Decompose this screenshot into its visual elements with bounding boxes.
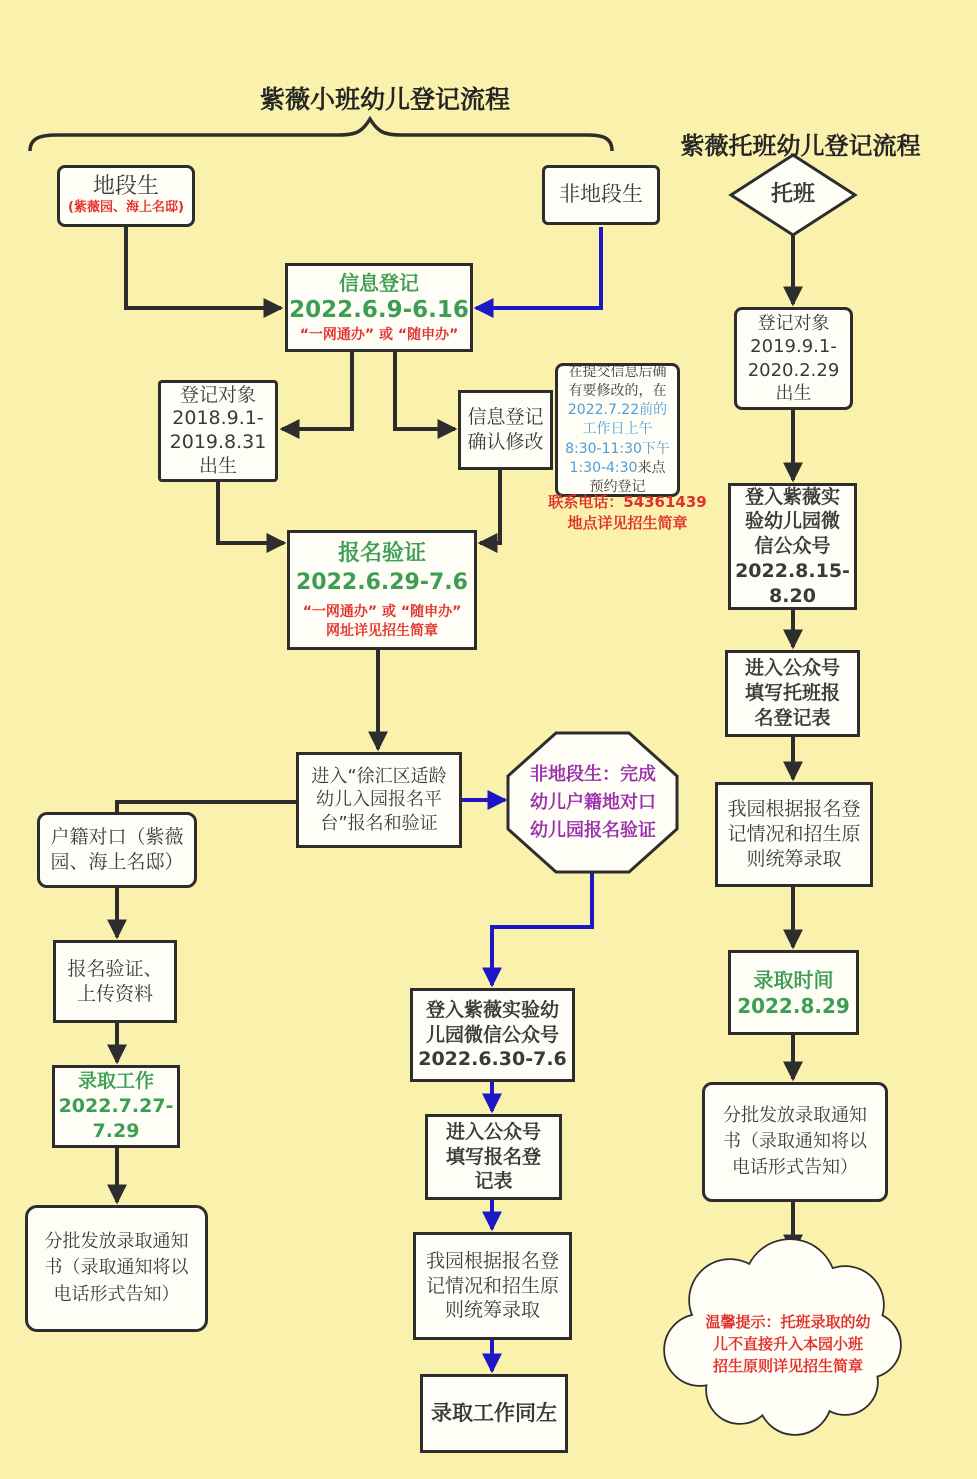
reg-target-line2: 2018.9.1- — [172, 407, 264, 430]
nursery-reg-line4: 出生 — [775, 382, 812, 404]
note-line4: 工作日上午 — [582, 421, 653, 438]
note-line6-tail: 来点 — [637, 459, 666, 476]
nursery-diamond-text: 托班 — [770, 181, 815, 207]
admission-line1: 录取工作 — [77, 1070, 154, 1093]
district-title: 地段生 — [92, 174, 159, 200]
notice-box — [25, 1205, 208, 1332]
confirm-modify-box — [458, 390, 553, 470]
arrow-octagon-to-wechat1 — [492, 872, 592, 985]
upload-box — [53, 940, 177, 1023]
arrow-district-to-inforeg — [126, 227, 281, 308]
nursery-admission-time-box — [728, 950, 859, 1035]
upload-line2: 上传资料 — [76, 982, 153, 1005]
nursery-form-line3: 名登记表 — [754, 706, 831, 729]
nd-same-left-line1: 录取工作同左 — [431, 1400, 557, 1425]
signup-verify-box — [287, 530, 477, 650]
arrow-inforeg-to-regtarget — [282, 352, 352, 429]
nursery-form-box — [725, 650, 860, 737]
info-registration-box — [285, 263, 473, 352]
nursery-overall-box — [715, 782, 873, 887]
nursery-time-line2: 2022.8.29 — [737, 993, 850, 1018]
octagon-label — [513, 758, 673, 848]
nursery-cloud-label — [688, 1310, 888, 1380]
nd-form-line2: 填写报名登 — [445, 1145, 541, 1168]
nd-form-line1: 进入公众号 — [445, 1120, 541, 1143]
nd-wechat-box — [410, 988, 575, 1082]
nursery-reg-target-box — [734, 307, 853, 410]
admission-line2: 2022.7.27- — [58, 1095, 174, 1118]
non-district-student-box — [542, 165, 660, 225]
nd-same-left-box — [420, 1374, 568, 1453]
admission-box — [52, 1065, 180, 1148]
nd-form-box — [425, 1114, 562, 1200]
reg-target-line1: 登记对象 — [179, 383, 256, 406]
nd-wechat-line1: 登入紫薇实验幼 — [425, 998, 559, 1021]
nursery-wechat-box — [728, 483, 857, 610]
verify-line4: 网址详见招生简章 — [326, 622, 438, 639]
info-reg-line2: 2022.6.9-6.16 — [289, 297, 469, 324]
nursery-wechat-line3: 信公众号 — [754, 535, 831, 558]
nursery-overall-line1: 我园根据报名登 — [727, 798, 861, 821]
note-line2: 有要修改的，在 — [568, 383, 667, 400]
contact-location: 地点详见招生简章 — [567, 514, 688, 532]
nursery-wechat-line4: 2022.8.15- — [735, 559, 850, 582]
arrow-inforeg-to-confirm — [395, 352, 455, 429]
nursery-overall-line2: 记情况和招生原 — [727, 823, 861, 846]
nursery-notice-box — [702, 1082, 888, 1202]
district-subtitle: (紫薇园、海上名邸) — [68, 199, 184, 215]
notice-line2: 书（录取通知将以 — [44, 1257, 189, 1279]
platform-box — [296, 752, 462, 848]
nd-overall-box — [413, 1232, 572, 1340]
huji-line2: 园、海上名邸） — [50, 851, 184, 873]
cloud-line1: 温馨提示：托班录取的幼 — [705, 1313, 871, 1332]
nursery-notice-line3: 电话形式告知） — [732, 1157, 858, 1179]
huji-line1: 户籍对口（紫薇 — [50, 826, 184, 849]
reg-target-line3: 2019.8.31 — [169, 431, 267, 453]
huji-box — [37, 812, 197, 888]
district-student-box — [57, 165, 195, 227]
nd-overall-line2: 记情况和招生原 — [425, 1274, 559, 1297]
modification-note-box — [555, 363, 680, 497]
non-district-title: 非地段生 — [559, 182, 643, 207]
nursery-notice-line2: 书（录取通知将以 — [723, 1130, 867, 1152]
nursery-title: 紫薇托班幼儿登记流程 — [680, 132, 921, 160]
nursery-form-line1: 进入公众号 — [744, 657, 840, 680]
note-line1: 在提交信息后确 — [568, 364, 667, 381]
nursery-overall-line3: 则统筹录取 — [746, 847, 842, 870]
confirm-line1: 信息登记 — [467, 406, 544, 429]
nd-overall-line3: 则统筹录取 — [444, 1299, 540, 1322]
note-line6-time: 1:30-4:30 — [569, 459, 638, 476]
nursery-reg-line3: 2020.2.29 — [747, 359, 840, 381]
reg-target-line4: 出生 — [198, 454, 237, 477]
nd-wechat-line2: 儿园微信公众号 — [425, 1023, 559, 1046]
octagon-line3: 幼儿园报名验证 — [530, 819, 656, 841]
platform-line3: 台”报名和验证 — [320, 812, 438, 834]
note-line6 — [570, 459, 666, 478]
nursery-wechat-line5: 8.20 — [769, 584, 816, 607]
verify-line2: 2022.6.29-7.6 — [296, 569, 468, 595]
verify-line3: “一网通办” 或 “随申办” — [302, 604, 462, 621]
platform-line1: 进入“徐汇区适龄 — [311, 765, 447, 787]
confirm-line2: 确认修改 — [467, 431, 544, 453]
note-line5: 8:30-11:30下午 — [565, 440, 670, 457]
platform-line2: 幼儿入园报名平 — [316, 789, 442, 811]
nd-overall-line1: 我园根据报名登 — [425, 1249, 559, 1272]
nursery-time-line1: 录取时间 — [753, 967, 834, 992]
upload-line1: 报名验证、 — [67, 957, 163, 980]
octagon-line2: 幼儿户籍地对口 — [530, 792, 656, 814]
arrow-confirm-to-verify — [480, 470, 500, 543]
cloud-line3: 招生原则详见招生简章 — [712, 1356, 863, 1375]
title-brace — [30, 119, 612, 151]
contact-info — [540, 492, 715, 534]
admission-line3: 7.29 — [92, 1119, 140, 1142]
contact-phone: 联系电话：54361439 — [548, 493, 707, 511]
line-platform-to-huji — [117, 802, 296, 812]
notice-line1: 分批发放录取通知 — [44, 1231, 189, 1253]
nd-form-line3: 记表 — [474, 1170, 513, 1193]
nursery-reg-line2: 2019.9.1- — [750, 336, 837, 358]
nursery-wechat-line1: 登入紫薇实 — [744, 485, 840, 508]
note-line7: 预约登记 — [589, 478, 646, 495]
verify-line1: 报名验证 — [337, 541, 426, 567]
arrow-nondistrict-to-inforeg — [476, 227, 601, 308]
notice-line3: 电话形式告知） — [53, 1283, 180, 1305]
note-line3: 2022.7.22前的 — [567, 402, 668, 419]
info-reg-line3: “一网通办” 或 “随申办” — [299, 327, 459, 344]
nd-wechat-line3: 2022.6.30-7.6 — [418, 1048, 567, 1071]
cloud-line2: 儿不直接升入本园小班 — [712, 1335, 863, 1354]
octagon-line1: 非地段生：完成 — [530, 764, 656, 786]
nursery-notice-line1: 分批发放录取通知 — [723, 1104, 867, 1126]
info-reg-line1: 信息登记 — [339, 271, 419, 296]
nursery-form-line2: 填写托班报 — [744, 682, 840, 705]
small-class-title: 紫薇小班幼儿登记流程 — [259, 85, 510, 114]
nursery-wechat-line2: 验幼儿园微 — [744, 510, 840, 533]
nursery-reg-line1: 登记对象 — [757, 312, 830, 334]
reg-target-box — [158, 380, 278, 482]
arrow-regtarget-to-verify — [218, 482, 284, 543]
nursery-diamond-label — [743, 178, 843, 212]
